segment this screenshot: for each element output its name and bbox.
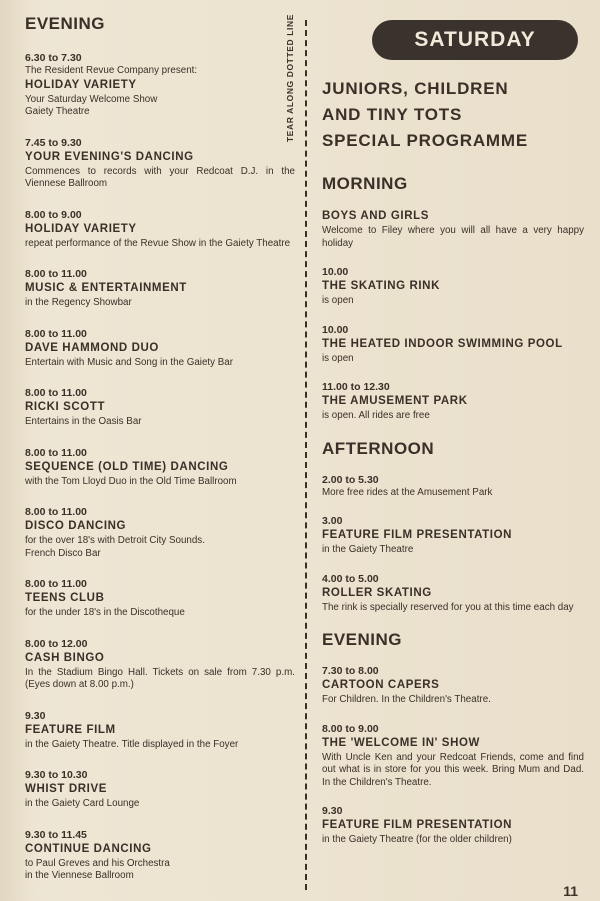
left-event-list: [25, 52, 295, 883]
event-title: HOLIDAY VARIETY: [25, 222, 137, 235]
event-description: Entertain with Music and Song in the Gaiety Bar: [25, 356, 234, 368]
event-time: 3.00: [322, 515, 343, 527]
right-column: [322, 174, 584, 863]
event-title: MUSIC & ENTERTAINMENT: [25, 282, 187, 294]
event-time: 10.00: [322, 323, 349, 336]
event-description: is open: [322, 295, 354, 306]
event-time: 8.00 to 11.00: [25, 446, 87, 459]
event-time: 4.00 to 5.00: [322, 572, 379, 585]
event-item: [25, 769, 295, 811]
event-description: in the Gaiety Theatre (for the older children): [322, 834, 512, 845]
dotted-tear-line: [305, 20, 307, 890]
event-description: Welcome to Filey where you will all have a very happy holiday: [322, 225, 584, 249]
event-item: [25, 387, 295, 429]
event-description: Your Saturday Welcome Show Gaiety Theatre: [25, 93, 158, 117]
event-item: [322, 573, 584, 615]
section-evening: [322, 630, 584, 847]
event-item: [25, 829, 295, 883]
event-description: repeat performance of the Revue Show in the Gaiety Theatre: [25, 237, 291, 249]
event-title: CARTOON CAPERS: [322, 679, 440, 691]
event-item: [322, 515, 584, 557]
page-number: 11: [563, 883, 578, 899]
programme-title-line: JUNIORS, CHILDREN: [322, 79, 509, 98]
event-description: is open. All rides are free: [322, 410, 430, 421]
day-badge: SATURDAY: [372, 20, 578, 60]
event-time: 6.30 to 7.30: [25, 52, 82, 64]
event-time: 2.00 to 5.30: [322, 473, 379, 486]
event-time: 8.00 to 11.00: [25, 268, 87, 280]
event-description: for the over 18's with Detroit City Sounds. French Disco Bar: [25, 535, 205, 559]
event-title: THE 'WELCOME IN' SHOW: [322, 736, 480, 749]
event-item: [25, 268, 295, 310]
section-heading: MORNING: [322, 174, 408, 193]
programme-title-line: AND TINY TOTS: [322, 105, 463, 124]
event-item: [25, 578, 295, 620]
section-heading: EVENING: [322, 630, 403, 649]
event-title: THE AMUSEMENT PARK: [322, 395, 468, 407]
event-title: FEATURE FILM PRESENTATION: [322, 529, 513, 541]
event-title: ROLLER SKATING: [322, 586, 432, 599]
event-title: YOUR EVENING'S DANCING: [25, 150, 194, 163]
event-item: [25, 209, 295, 251]
event-time: 7.30 to 8.00: [322, 665, 379, 677]
event-title: FEATURE FILM PRESENTATION: [322, 819, 513, 831]
event-title: TEENS CLUB: [25, 592, 105, 604]
event-title: CASH BINGO: [25, 651, 105, 664]
event-item: [25, 506, 295, 560]
event-item: [25, 710, 295, 752]
event-time: 8.00 to 9.00: [25, 208, 82, 221]
event-time: 8.00 to 11.00: [25, 387, 87, 399]
event-time: 8.00 to 12.00: [25, 637, 88, 650]
event-description: in the Regency Showbar: [25, 297, 132, 308]
event-item: [322, 723, 584, 790]
event-item: [322, 665, 584, 707]
event-description: More free rides at the Amusement Park: [322, 486, 493, 498]
event-description: The rink is specially reserved for you at this time each day: [322, 601, 574, 613]
event-item: [322, 324, 584, 366]
event-item: [25, 137, 295, 191]
event-item: [25, 447, 295, 489]
event-time: 11.00 to 12.30: [322, 381, 390, 393]
event-time: 10.00: [322, 266, 349, 278]
event-description: with the Tom Lloyd Duo in the Old Time Ballroom: [25, 475, 237, 487]
event-item: [322, 266, 584, 308]
programme-title: [322, 76, 584, 154]
event-item: [322, 381, 584, 423]
event-time: 9.30: [25, 709, 46, 722]
event-intro: The Resident Revue Company present:: [25, 65, 198, 76]
event-title: DISCO DANCING: [25, 520, 127, 532]
section-afternoon: [322, 439, 584, 615]
event-title: FEATURE FILM: [25, 723, 116, 736]
event-time: 9.30: [322, 805, 343, 817]
event-description: For Children. In the Children's Theatre.: [322, 694, 491, 705]
event-description: is open: [322, 352, 354, 364]
event-time: 9.30 to 10.30: [25, 769, 88, 781]
event-title: BOYS AND GIRLS: [322, 210, 430, 222]
tear-line-label: TEAR ALONG DOTTED LINE: [285, 14, 295, 143]
event-item: [322, 209, 584, 250]
event-description: In the Stadium Bingo Hall. Tickets on sale from 7.30 p.m. (Eyes down at 8.00 p.m.): [25, 666, 295, 690]
section-heading-evening: EVENING: [25, 14, 106, 33]
event-description: for the under 18's in the Discotheque: [25, 607, 185, 618]
event-time: 8.00 to 11.00: [25, 578, 87, 590]
section-morning: [322, 174, 584, 423]
event-title: THE HEATED INDOOR SWIMMING POOL: [322, 337, 563, 350]
event-title: DAVE HAMMOND DUO: [25, 341, 159, 354]
event-time: 8.00 to 11.00: [25, 327, 87, 340]
event-description: in the Gaiety Theatre. Title displayed in the Foyer: [25, 738, 239, 750]
event-description: to Paul Greves and his Orchestra in the Viennese Ballroom: [25, 857, 170, 881]
left-column: [25, 14, 295, 901]
event-time: 7.45 to 9.30: [25, 136, 82, 149]
programme-title-line: SPECIAL PROGRAMME: [322, 131, 528, 150]
event-title: WHIST DRIVE: [25, 783, 107, 795]
event-title: RICKI SCOTT: [25, 401, 106, 413]
event-item: [25, 328, 295, 370]
event-time: 9.30 to 11.45: [25, 828, 87, 841]
event-item: [322, 805, 584, 847]
event-item: [322, 474, 584, 500]
event-title: HOLIDAY VARIETY: [25, 78, 137, 91]
section-heading: AFTERNOON: [322, 438, 435, 458]
event-description: Commences to records with your Redcoat D.J. in the Viennese Ballroom: [25, 165, 295, 189]
event-item: [25, 52, 295, 119]
event-time: 8.00 to 11.00: [25, 506, 87, 518]
event-description: in the Gaiety Card Lounge: [25, 798, 140, 809]
event-description: With Uncle Ken and your Redcoat Friends, come and find out what is in store for you this week. Bring Mum and Dad. In the Children's Theatre.: [322, 751, 584, 788]
event-item: [25, 638, 295, 692]
event-title: THE SKATING RINK: [322, 280, 440, 292]
tear-divider: [300, 0, 316, 893]
event-description: in the Gaiety Theatre: [322, 544, 414, 555]
event-title: CONTINUE DANCING: [25, 842, 152, 855]
event-description: Entertains in the Oasis Bar: [25, 416, 142, 427]
event-title: SEQUENCE (OLD TIME) DANCING: [25, 460, 229, 473]
event-time: 8.00 to 9.00: [322, 722, 379, 735]
